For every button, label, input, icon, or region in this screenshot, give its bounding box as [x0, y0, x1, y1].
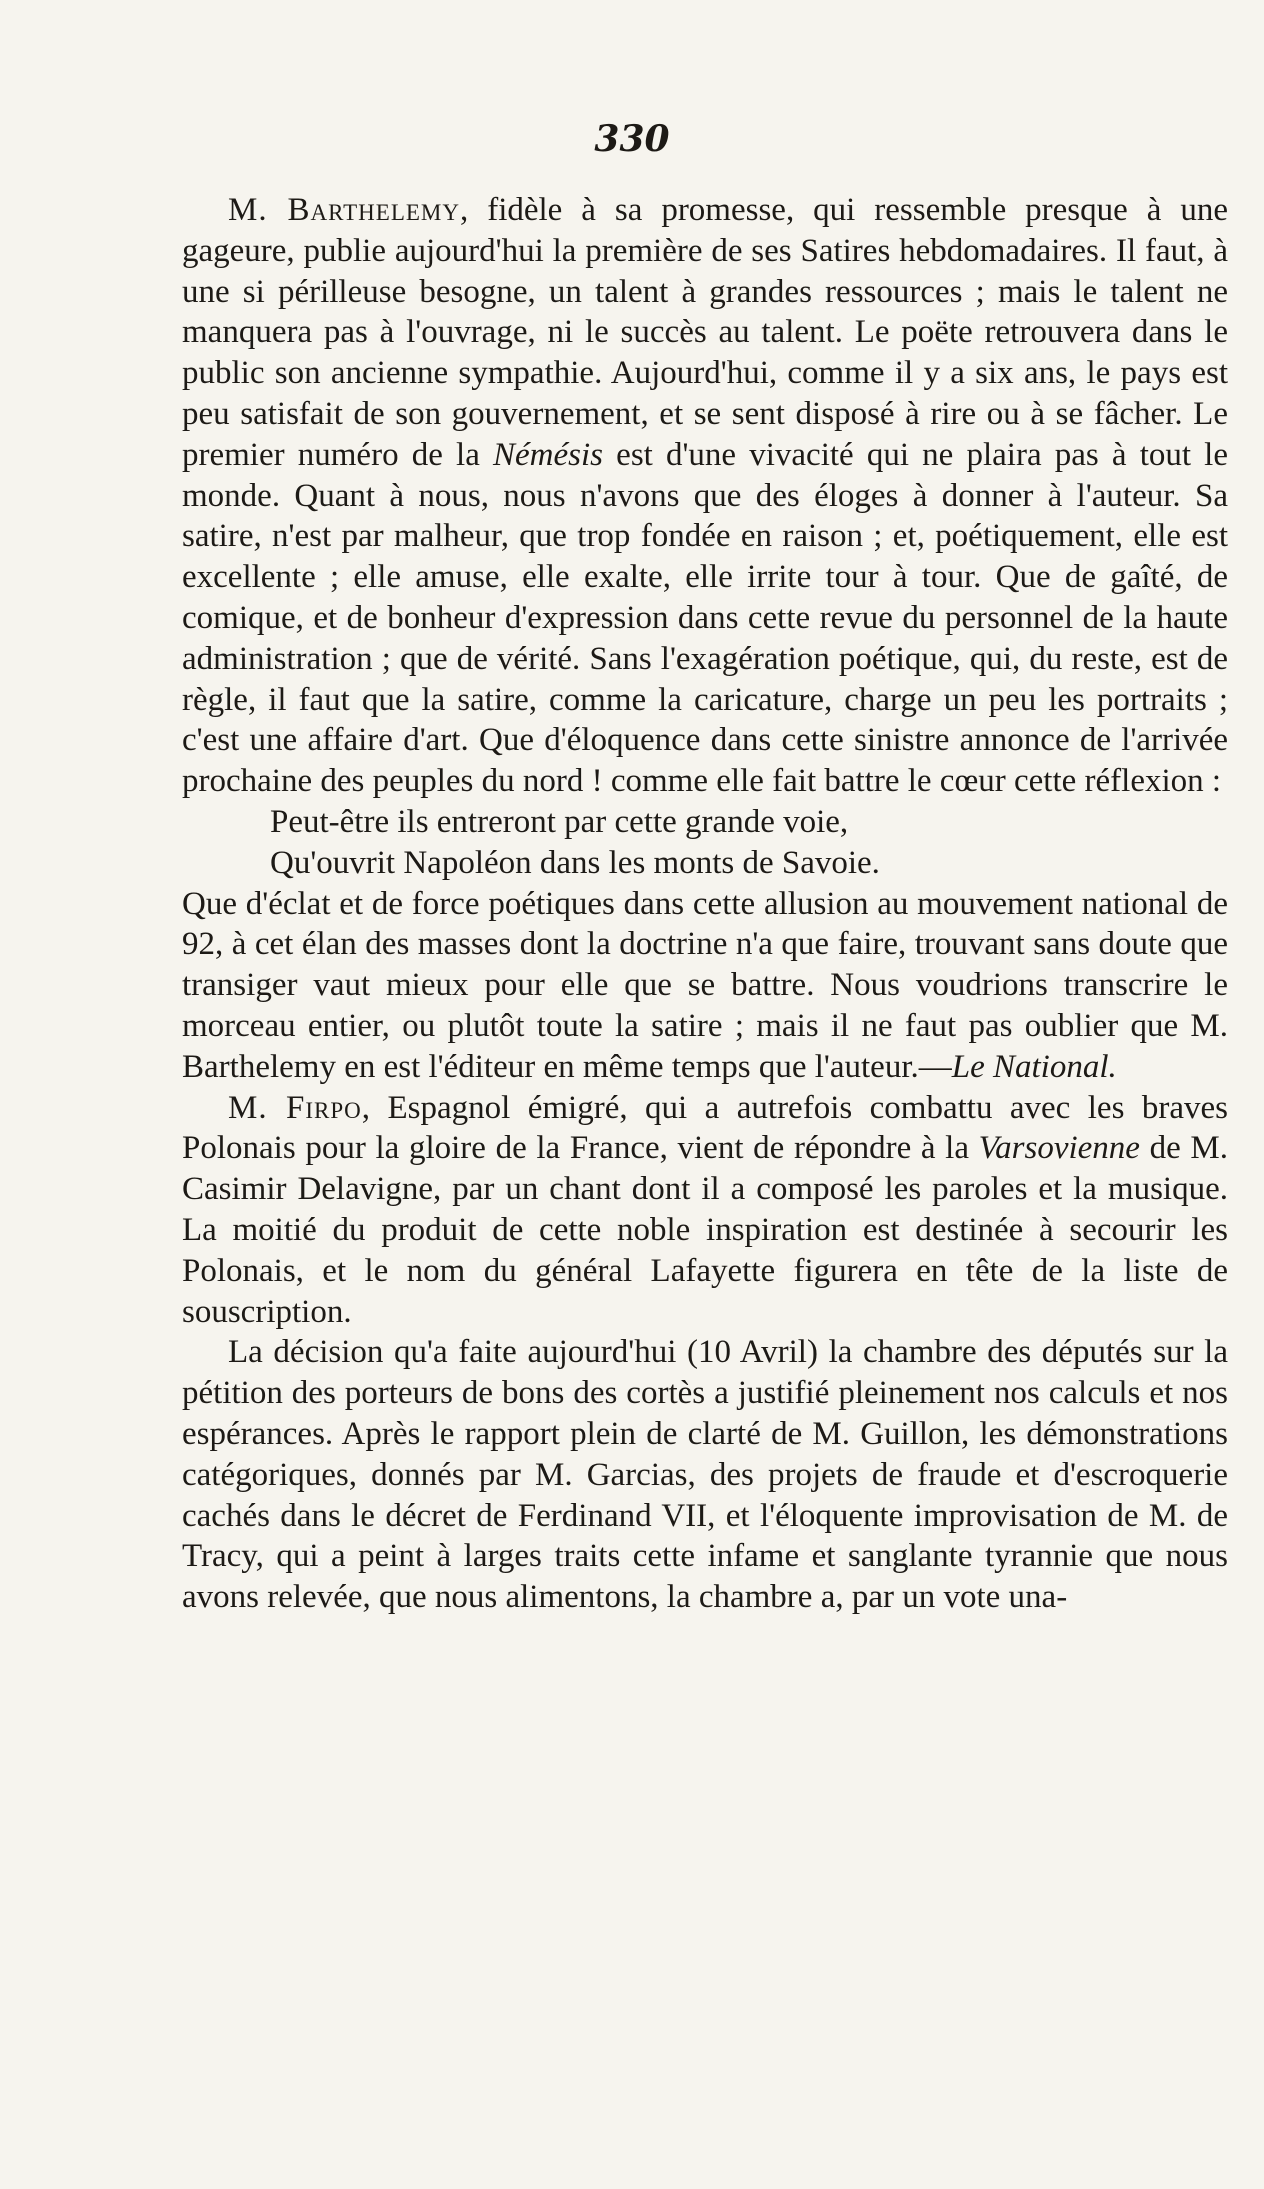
verse-quotation	[182, 802, 1228, 884]
name-firpo: M. Firpo	[228, 1089, 362, 1126]
paragraph-firpo-text-2: de M. Casimir Delavigne, par un chant dont il a composé les paroles et la musique. La moitié du produit de cette noble inspiration est destinée à secourir les Polonais, et le nom du général Lafayette figurera en tête de la liste de souscription.	[182, 1130, 1228, 1330]
source-le-national: Le National.	[951, 1048, 1117, 1085]
verse-line-1: Peut-être ils entreront par cette grande voie,	[270, 803, 849, 840]
paragraph-decision	[182, 1332, 1228, 1618]
title-nemesis: Némésis	[493, 436, 604, 473]
paragraph-allusion	[182, 884, 1228, 1088]
name-barthelemy: M. Barthelemy	[228, 192, 460, 228]
body-text	[182, 190, 1228, 1618]
paragraph-allusion-text: Que d'éclat et de force poétiques dans cette allusion au mouvement national de 92, à cet élan des masses dont la doctrine n'a que faire, trouvant sans doute que transiger vaut mieux pour elle que se battre. Nous voudrions transcrire le morceau entier, ou plutôt toute la satire ; mais il ne faut pas oublier que M. Barthelemy en est l'éditeur en même temps que l'auteur.—	[182, 885, 1228, 1085]
title-varsovienne: Varsovienne	[978, 1130, 1140, 1167]
paragraph-decision-text: La décision qu'a faite aujourd'hui (10 Avril) la chambre des députés sur la pétition des porteurs de bons des cortès a justifié pleinement nos calculs et nos espérances. Après le rapport plein de clarté de M. Guillon, les démonstrations catégoriques, donnés par M. Garcias, des projets de fraude et d'escroquerie cachés dans le décret de Ferdinand VII, et l'éloquente improvisation de M. de Tracy, qui a peint à larges traits cette infame et sanglante tyrannie que nous avons relevée, que nous alimentons, la chambre a, par un vote una-	[182, 1334, 1228, 1616]
paragraph-barthelemy-text-1: , fidèle à sa promesse, qui ressemble presque à une gageure, publie aujourd'hui la première de ses Satires hebdomadaires. Il faut, à une si périlleuse besogne, un talent à grandes ressources ; mais le talent ne manquera pas à l'ouvrage, ni le succès au talent. Le poëte retrouvera dans le public son ancienne sympathie. Aujourd'hui, comme il y a six ans, le pays est peu satisfait de son gouvernement, et se sent disposé à rire ou à se fâcher. Le premier numéro de la	[182, 192, 1228, 473]
page-number: 330	[594, 118, 670, 160]
paragraph-firpo	[182, 1088, 1228, 1333]
paragraph-firpo-text-1: , Espagnol émigré, qui a autrefois combattu avec les braves Polonais pour la gloire de la France, vient de répondre à la	[182, 1089, 1228, 1167]
paragraph-barthelemy-text-2: est d'une vivacité qui ne plaira pas à tout le monde. Quant à nous, nous n'avons que des éloges à donner à l'auteur. Sa satire, n'est par malheur, que trop fondée en raison ; et, poétiquement, elle est excellente ; elle amuse, elle exalte, elle irrite tour à tour. Que de gaîté, de comique, et de bonheur d'expression dans cette revue du personnel de la haute administration ; que de vérité. Sans l'exagération poétique, qui, du reste, est de règle, il faut que la satire, comme la caricature, charge un peu les portraits ; c'est une affaire d'art. Que d'éloquence dans cette sinistre annonce de l'arrivée prochaine des peuples du nord ! comme elle fait battre le cœur cette réflexion :	[182, 436, 1228, 800]
paragraph-barthelemy	[182, 190, 1228, 802]
verse-line-2: Qu'ouvrit Napoléon dans les monts de Savoie.	[270, 844, 880, 881]
